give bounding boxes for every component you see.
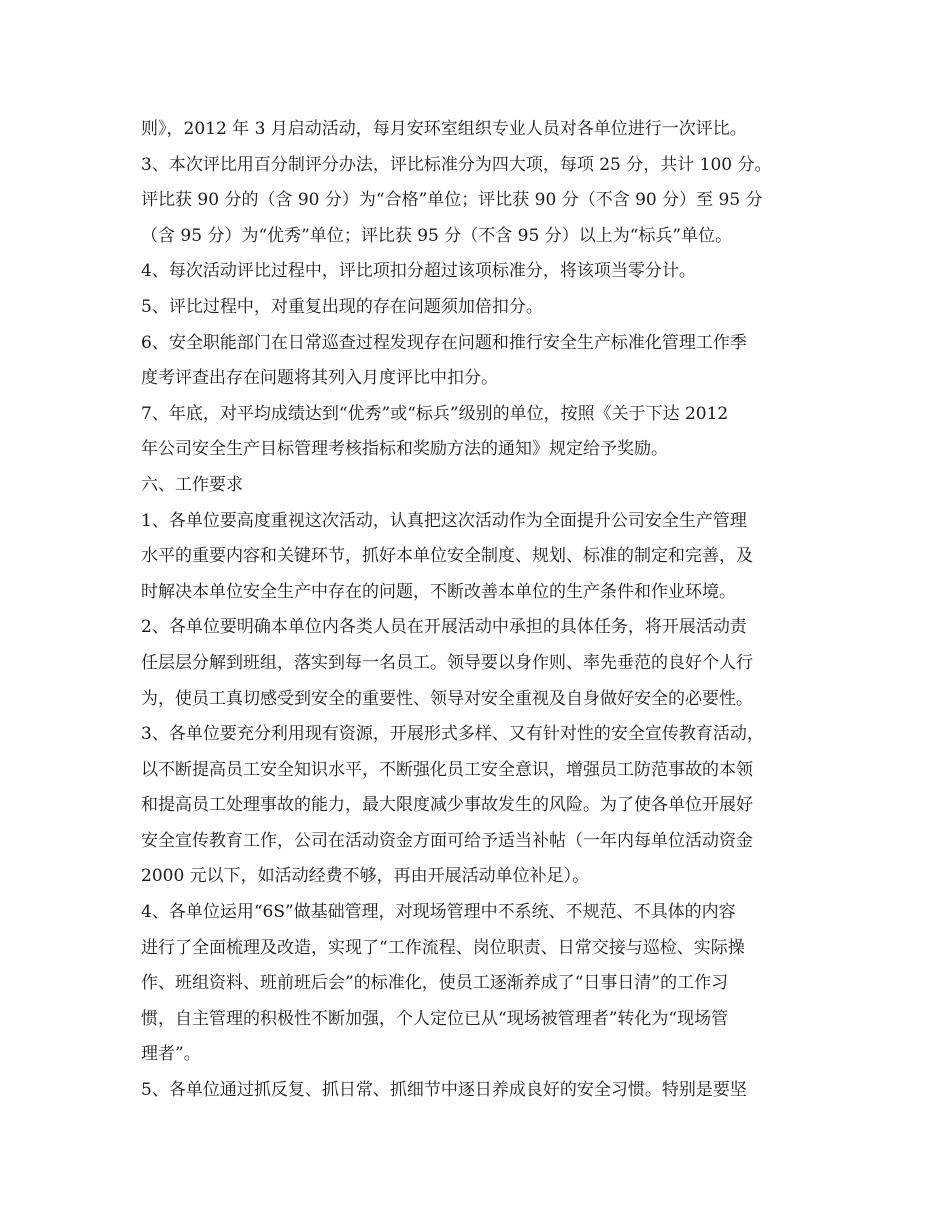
- text-line: 3、本次评比用百分制评分办法，评比标准分为四大项，每项 25 分，共计 100 分。: [141, 154, 772, 175]
- text-line: 5、评比过程中，对重复出现的存在问题须加倍扣分。: [141, 296, 543, 317]
- text-line: 2、各单位要明确本单位内各类人员在开展活动中承担的具体任务，将开展活动责: [141, 617, 747, 638]
- text-line: 7、年底，对平均成绩达到“优秀”或“标兵”级别的单位，按照《关于下达 2012: [141, 403, 729, 424]
- text-line: 和提高员工处理事故的能力，最大限度减少事故发生的风险。为了使各单位开展好: [141, 795, 753, 816]
- text-line: 安全宣传教育工作，公司在活动资金方面可给予适当补帖（一年内每单位活动资金: [141, 830, 753, 851]
- text-line: 则》，2012 年 3 月启动活动，每月安环室组织专业人员对各单位进行一次评比。: [141, 119, 747, 139]
- text-line: 4、各单位运用“6S”做基础管理，对现场管理中不系统、不规范、不具体的内容: [141, 902, 736, 923]
- text-line: 任层层分解到班组，落实到每一名员工。领导要以身作则、率先垂范的良好个人行: [141, 652, 753, 673]
- text-line: 1、各单位要高度重视这次活动，认真把这次活动作为全面提升公司安全生产管理: [141, 510, 747, 531]
- text-line: 作、班组资料、班前班后会”的标准化，使员工逐渐养成了“日事日清”的工作习: [141, 973, 729, 994]
- document-body: [141, 112, 821, 1109]
- text-line: 水平的重要内容和关键环节，抓好本单位安全制度、规划、标准的制定和完善，及: [141, 546, 753, 567]
- text-line: 时解决本单位安全生产中存在的问题，不断改善本单位的生产条件和作业环境。: [141, 581, 736, 602]
- text-line: 5、各单位通过抓反复、抓日常、抓细节中逐日养成良好的安全习惯。特别是要坚: [141, 1080, 747, 1101]
- text-line: 惯，自主管理的积极性不断加强，个人定位已从“现场被管理者”转化为“现场管: [141, 1008, 729, 1029]
- text-line: 4、每次活动评比过程中，评比项扣分超过该项标准分，将该项当零分计。: [141, 261, 696, 282]
- text-line: 以不断提高员工安全知识水平，不断强化员工安全意识，增强员工防范事故的本领: [141, 759, 753, 780]
- text-line: 进行了全面梳理及改造，实现了“工作流程、岗位职责、日常交接与巡检、实际操: [141, 937, 745, 958]
- text-line: （含 95 分）为“优秀”单位；评比获 95 分（不含 95 分）以上为“标兵”单位。: [141, 225, 733, 246]
- text-line: 3、各单位要充分利用现有资源，开展形式多样、又有针对性的安全宣传教育活动，: [141, 724, 764, 745]
- text-line: 为，使员工真切感受到安全的重要性、领导对安全重视及自身做好安全的必要性。: [141, 688, 753, 709]
- text-line: 理者”。: [141, 1044, 201, 1065]
- text-line: 2000 元以下，如活动经费不够，再由开展活动单位补足）。: [141, 866, 590, 887]
- text-line: 年公司安全生产目标管理考核指标和奖励方法的通知》规定给予奖励。: [141, 439, 668, 460]
- text-line: 度考评查出存在问题将其列入月度评比中扣分。: [141, 368, 498, 389]
- text-line: 评比获 90 分的（含 90 分）为“合格”单位；评比获 90 分（不含 90 分）至 95 分: [141, 190, 763, 211]
- text-line: 6、安全职能部门在日常巡查过程发现存在问题和推行安全生产标准化管理工作季: [141, 332, 747, 353]
- section-heading: 六、工作要求: [141, 474, 243, 495]
